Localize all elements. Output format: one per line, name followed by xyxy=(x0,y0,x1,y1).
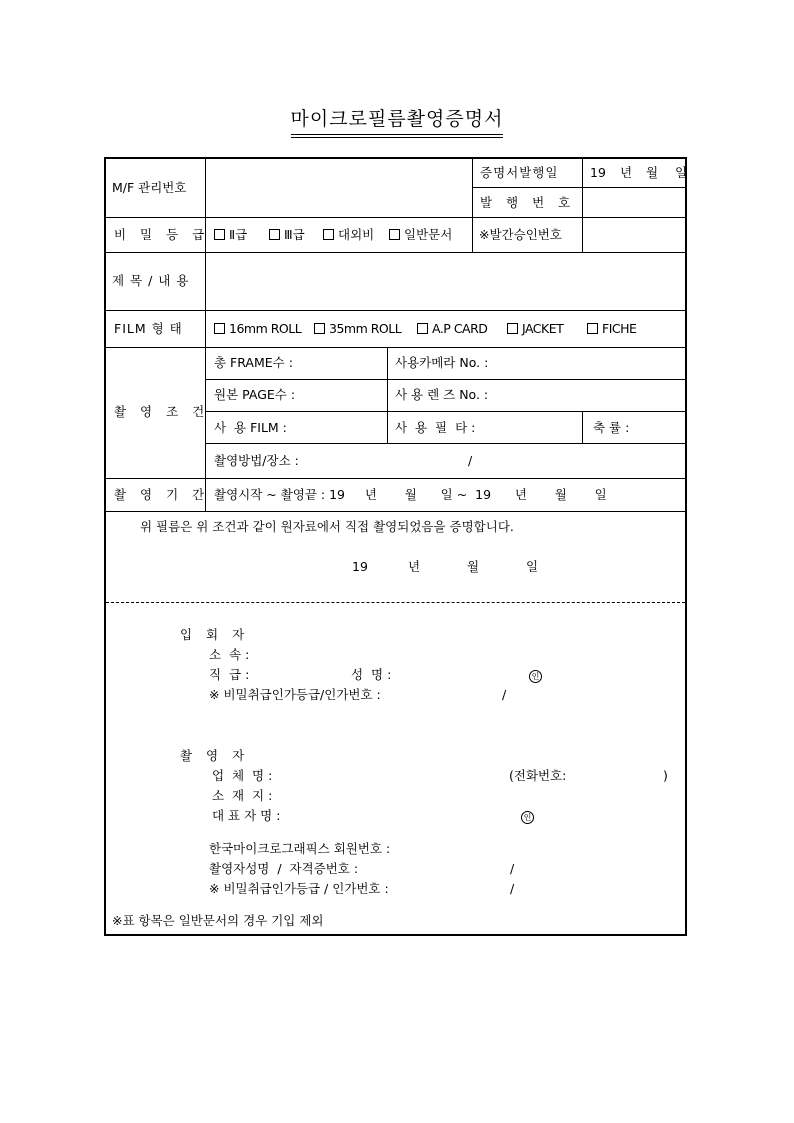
film-type-label: FILM 형 태 xyxy=(114,321,183,336)
certification-statement: 위 필름은 위 조건과 같이 원자료에서 직접 촬영되었음을 증명합니다. xyxy=(140,519,514,534)
subject-field[interactable] xyxy=(206,253,687,310)
mf-no-field[interactable] xyxy=(206,159,472,217)
document-title: 마이크로필름촬영증명서 xyxy=(0,104,794,138)
company-name-label: 업 체 명 : xyxy=(212,768,273,783)
security-option-3[interactable]: Ⅲ급 xyxy=(269,227,305,243)
name-cert-slash: / xyxy=(510,861,515,876)
checkbox-icon xyxy=(214,229,225,240)
name-cert-label: 촬영자성명 / 자격증번호 : xyxy=(209,861,359,876)
original-pages-label: 원본 PAGE수 : xyxy=(214,387,296,402)
photographer-clearance-label: ※ 비밀취급인가등급 / 인가번호 : xyxy=(209,881,389,896)
conditions-label: 촬 영 조 건 xyxy=(114,404,210,419)
checkbox-icon xyxy=(507,323,518,334)
camera-no-label: 사용카메라 No. : xyxy=(395,355,489,370)
witness-clearance-label: ※ 비밀취급인가등급/인가번호 : xyxy=(209,687,381,702)
certificate-form xyxy=(104,157,687,936)
cert-date-month-unit: 월 xyxy=(646,165,659,180)
cert-date-day-unit: 일 xyxy=(675,165,688,180)
seal-icon: 인 xyxy=(529,667,542,683)
seal-icon: 인 xyxy=(521,808,534,824)
issue-no-field[interactable] xyxy=(583,188,687,217)
witness-heading: 입 회 자 xyxy=(180,627,250,642)
witness-name-label: 성 명 : xyxy=(351,667,392,682)
security-option-general[interactable]: 일반문서 xyxy=(389,227,452,243)
checkbox-icon xyxy=(269,229,280,240)
film-option-apcard[interactable]: A.P CARD xyxy=(417,321,487,337)
witness-rank-label: 직 급 : xyxy=(209,667,250,682)
security-option-2[interactable]: Ⅱ급 xyxy=(214,227,247,243)
phone-close: ) xyxy=(663,768,668,783)
checkbox-icon xyxy=(389,229,400,240)
statement-year-unit: 년 xyxy=(408,559,421,574)
statement-day-unit: 일 xyxy=(526,559,539,574)
checkbox-icon xyxy=(417,323,428,334)
statement-month-unit: 월 xyxy=(467,559,480,574)
photographer-heading: 촬 영 자 xyxy=(180,748,250,763)
checkbox-icon xyxy=(587,323,598,334)
witness-affiliation-label: 소 속 : xyxy=(209,647,250,662)
method-place-label: 촬영방법/장소 : xyxy=(214,453,299,468)
phone-label: (전화번호: xyxy=(509,768,567,783)
cert-date-label: 증명서발행일 xyxy=(480,165,559,180)
reduction-label: 축 률 : xyxy=(593,420,630,435)
cert-date-year[interactable]: 19 xyxy=(590,165,606,180)
period-label: 촬 영 기 간 xyxy=(114,487,210,502)
lens-no-label: 사 용 렌 즈 No. : xyxy=(395,387,489,402)
statement-year: 19 xyxy=(352,559,368,574)
photographer-clearance-slash: / xyxy=(510,881,515,896)
film-option-35mm[interactable]: 35mm ROLL xyxy=(314,321,401,337)
ceo-name-label: 대 표 자 명 : xyxy=(212,808,281,823)
subject-label: 제 목 / 내 용 xyxy=(112,273,190,288)
period-text: 촬영시작 ~ 촬영끝 : 19 년 월 일 ~ 19 년 월 일 xyxy=(214,487,607,502)
approval-no-label: ※발간승인번호 xyxy=(479,227,562,242)
issue-no-label: 발 행 번 호 xyxy=(480,195,576,210)
mf-no-label: M/F 관리번호 xyxy=(112,180,187,195)
checkbox-icon xyxy=(314,323,325,334)
film-option-16mm[interactable]: 16mm ROLL xyxy=(214,321,301,337)
method-place-slash: / xyxy=(468,453,473,468)
footnote: ※표 항목은 일반문서의 경우 기입 제외 xyxy=(112,913,324,928)
cert-date-year-unit: 년 xyxy=(620,165,633,180)
address-label: 소 재 지 : xyxy=(212,788,273,803)
total-frames-label: 총 FRAME수 : xyxy=(214,355,293,370)
film-used-label: 사 용 FILM : xyxy=(214,420,287,435)
filter-label: 사 용 필 타 : xyxy=(395,420,476,435)
witness-clearance-slash: / xyxy=(502,687,507,702)
checkbox-icon xyxy=(323,229,334,240)
security-label: 비 밀 등 급 xyxy=(114,227,210,242)
film-option-jacket[interactable]: JACKET xyxy=(507,321,563,337)
film-option-fiche[interactable]: FICHE xyxy=(587,321,636,337)
member-no-label: 한국마이크로그래픽스 회원번호 : xyxy=(209,841,391,856)
checkbox-icon xyxy=(214,323,225,334)
security-option-confidential[interactable]: 대외비 xyxy=(323,227,374,243)
